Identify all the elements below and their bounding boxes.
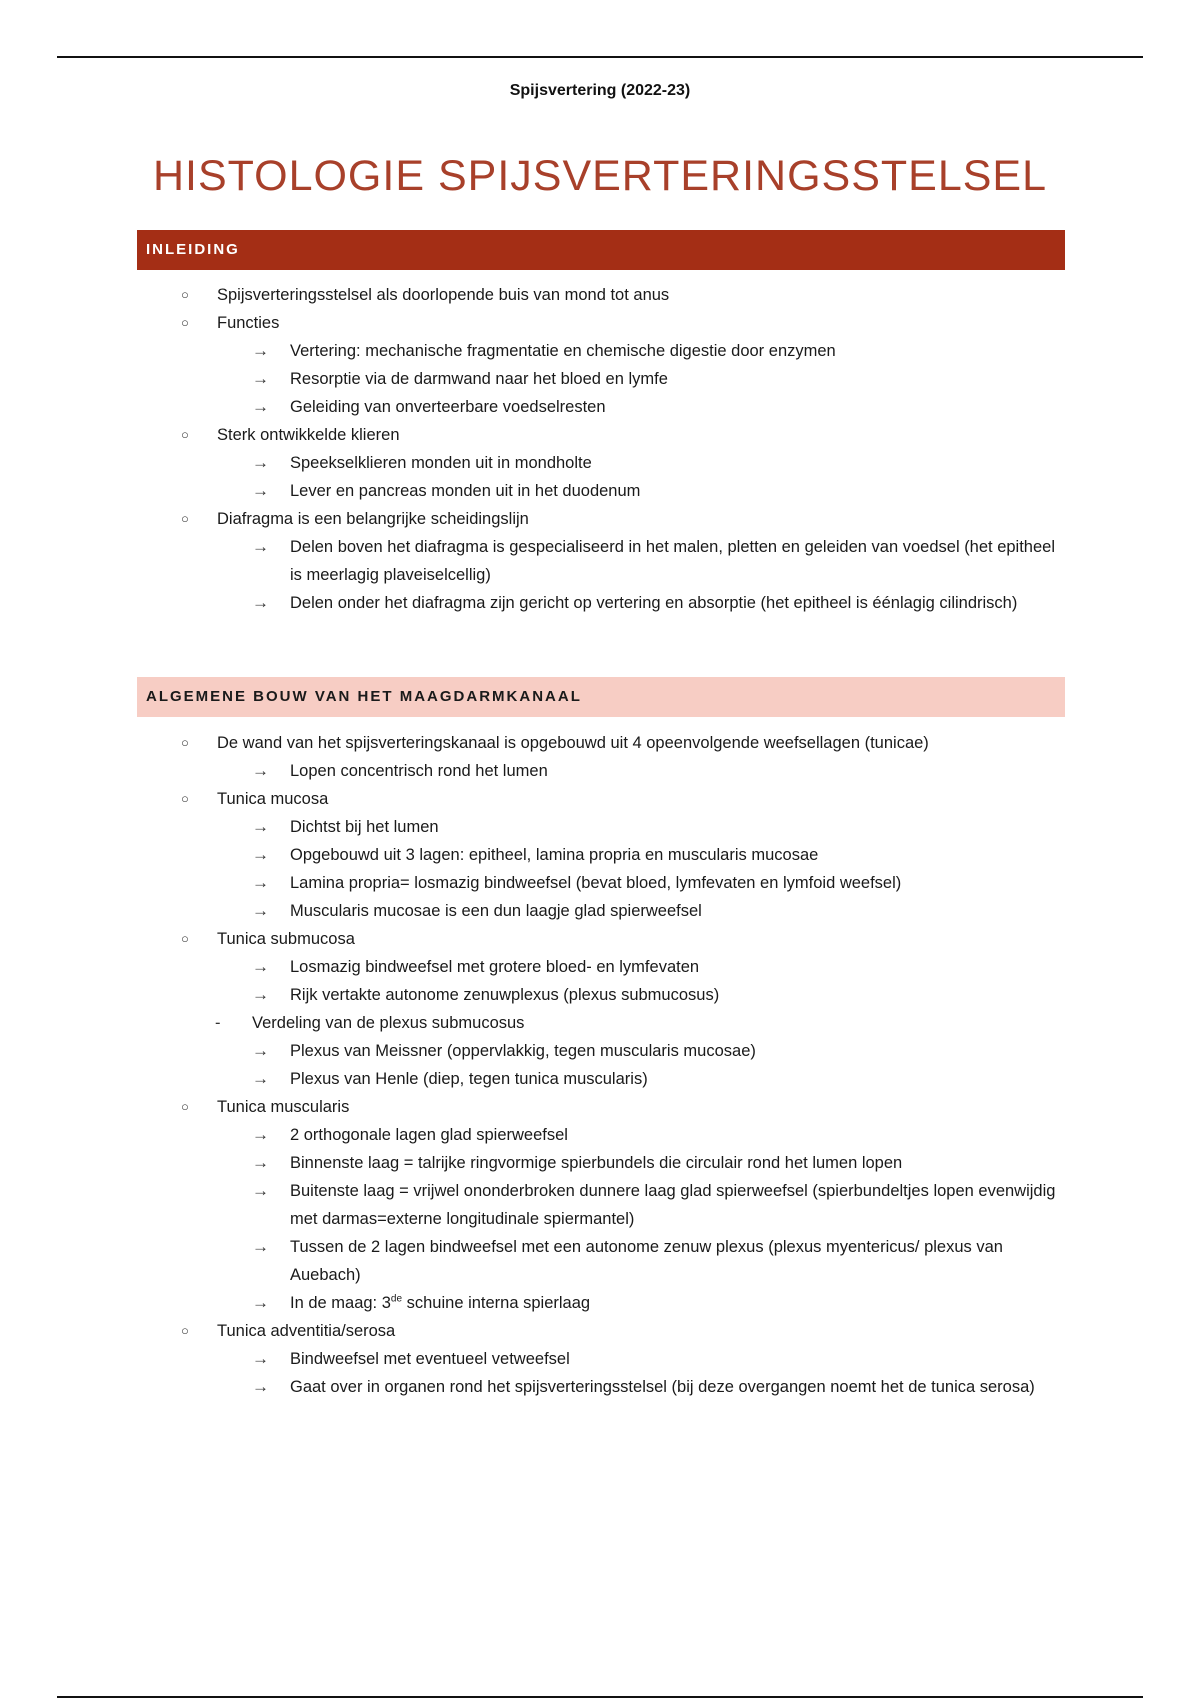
sub-list-item: → Rijk vertakte autonome zenuwplexus (plexus submucosus) bbox=[0, 981, 1200, 1009]
arrow-right-icon: → bbox=[252, 761, 269, 780]
sub-list-item: → Buitenste laag = vrijwel ononderbroken dunnere laag glad spierweefsel (spierbundeltjes lopen evenwijdig met darmas=externe longitudinale spiermantel) bbox=[0, 1177, 1200, 1233]
list-item: ○ Spijsverteringsstelsel als doorlopende buis van mond tot anus bbox=[0, 281, 1200, 309]
sub-list-item: → Geleiding van onverteerbare voedselresten bbox=[0, 393, 1200, 421]
sub-list-item: → Delen onder het diafragma zijn gericht op vertering en absorptie (het epitheel is éénlagig cilindrisch) bbox=[0, 589, 1200, 617]
bullet-icon: ○ bbox=[181, 791, 189, 806]
bullet-icon: ○ bbox=[181, 315, 189, 330]
arrow-right-icon: → bbox=[252, 1069, 269, 1088]
arrow-right-icon: → bbox=[252, 845, 269, 864]
bullet-icon: ○ bbox=[181, 931, 189, 946]
sub-list-item: → Opgebouwd uit 3 lagen: epitheel, lamina propria en muscularis mucosae bbox=[0, 841, 1200, 869]
arrow-right-icon: → bbox=[252, 593, 269, 612]
arrow-right-icon: → bbox=[252, 1349, 269, 1368]
sub-list-item: → Muscularis mucosae is een dun laagje glad spierweefsel bbox=[0, 897, 1200, 925]
arrow-right-icon: → bbox=[252, 957, 269, 976]
arrow-right-icon: → bbox=[252, 481, 269, 500]
sub-list-item: → Plexus van Henle (diep, tegen tunica muscularis) bbox=[0, 1065, 1200, 1093]
list-item: ○ De wand van het spijsverteringskanaal is opgebouwd uit 4 opeenvolgende weefsellagen (tunicae) bbox=[0, 729, 1200, 757]
intro-list bbox=[0, 281, 1200, 617]
arrow-right-icon: → bbox=[252, 985, 269, 1004]
arrow-right-icon: → bbox=[252, 369, 269, 388]
bullet-icon: ○ bbox=[181, 735, 189, 750]
sub-list-item: → Plexus van Meissner (oppervlakkig, tegen muscularis mucosae) bbox=[0, 1037, 1200, 1065]
list-item: ○ Sterk ontwikkelde klieren bbox=[0, 421, 1200, 449]
arrow-right-icon: → bbox=[252, 1181, 269, 1200]
bullet-icon: ○ bbox=[181, 1099, 189, 1114]
list-item: ○ Tunica mucosa bbox=[0, 785, 1200, 813]
dash-list-item: - Verdeling van de plexus submucosus bbox=[0, 1009, 1200, 1037]
page-header-title: Spijsvertering (2022-23) bbox=[509, 82, 691, 99]
arrow-right-icon: → bbox=[252, 1237, 269, 1256]
sub-list-item: → Lopen concentrisch rond het lumen bbox=[0, 757, 1200, 785]
sub-list-item: → Lamina propria= losmazig bindweefsel (bevat bloed, lymfevaten en lymfoid weefsel) bbox=[0, 869, 1200, 897]
sub-list-item: → Resorptie via de darmwand naar het bloed en lymfe bbox=[0, 365, 1200, 393]
arrow-right-icon: → bbox=[252, 873, 269, 892]
sub-list-item: → Bindweefsel met eventueel vetweefsel bbox=[0, 1345, 1200, 1373]
arrow-right-icon: → bbox=[252, 537, 269, 556]
arrow-right-icon: → bbox=[252, 1377, 269, 1396]
sub-list-item: → Dichtst bij het lumen bbox=[0, 813, 1200, 841]
sub-list-item: → Delen boven het diafragma is gespecialiseerd in het malen, pletten en geleiden van voedsel (het epitheel is meerlagig plaveiselcellig) bbox=[0, 533, 1200, 589]
list-item: ○ Functies bbox=[0, 309, 1200, 337]
sub-list-item: → 2 orthogonale lagen glad spierweefsel bbox=[0, 1121, 1200, 1149]
arrow-right-icon: → bbox=[252, 1041, 269, 1060]
section-heading-inleiding: INLEIDING bbox=[137, 230, 1065, 270]
list-item: ○ Tunica adventitia/serosa bbox=[0, 1317, 1200, 1345]
sub-list-item: → Binnenste laag = talrijke ringvormige spierbundels die circulair rond het lumen lopen bbox=[0, 1149, 1200, 1177]
arrow-right-icon: → bbox=[252, 341, 269, 360]
section-heading-algemene-bouw: ALGEMENE BOUW VAN HET MAAGDARMKANAAL bbox=[137, 677, 1065, 717]
top-rule bbox=[57, 56, 1143, 58]
superscript: de bbox=[390, 1293, 403, 1305]
bottom-rule bbox=[57, 1696, 1143, 1698]
sub-list-item: → Tussen de 2 lagen bindweefsel met een autonome zenuw plexus (plexus myentericus/ plexus van Auebach) bbox=[0, 1233, 1200, 1289]
arrow-right-icon: → bbox=[252, 817, 269, 836]
document-title: HISTOLOGIE SPIJSVERTERINGSSTELSEL bbox=[152, 152, 1048, 200]
sub-list-item: → Vertering: mechanische fragmentatie en chemische digestie door enzymen bbox=[0, 337, 1200, 365]
bullet-icon: ○ bbox=[181, 287, 189, 302]
sub-list-item: → Losmazig bindweefsel met grotere bloed- en lymfevaten bbox=[0, 953, 1200, 981]
list-item: ○ Diafragma is een belangrijke scheidingslijn bbox=[0, 505, 1200, 533]
arrow-right-icon: → bbox=[252, 1153, 269, 1172]
arrow-right-icon: → bbox=[252, 1125, 269, 1144]
sub-list-item: → Lever en pancreas monden uit in het duodenum bbox=[0, 477, 1200, 505]
bullet-icon: ○ bbox=[181, 427, 189, 442]
arrow-right-icon: → bbox=[252, 397, 269, 416]
general-list bbox=[0, 729, 1200, 1401]
sub-list-item: → In de maag: 3de schuine interna spierlaag bbox=[0, 1289, 1200, 1317]
bullet-icon: ○ bbox=[181, 511, 189, 526]
list-item: ○ Tunica muscularis bbox=[0, 1093, 1200, 1121]
arrow-right-icon: → bbox=[252, 901, 269, 920]
sub-list-item: → Gaat over in organen rond het spijsverteringsstelsel (bij deze overgangen noemt het de tunica serosa) bbox=[0, 1373, 1200, 1401]
sub-list-item: → Speekselklieren monden uit in mondholte bbox=[0, 449, 1200, 477]
arrow-right-icon: → bbox=[252, 453, 269, 472]
bullet-icon: ○ bbox=[181, 1323, 189, 1338]
list-item: ○ Tunica submucosa bbox=[0, 925, 1200, 953]
arrow-right-icon: → bbox=[252, 1293, 269, 1312]
dash-icon: - bbox=[215, 1014, 221, 1032]
